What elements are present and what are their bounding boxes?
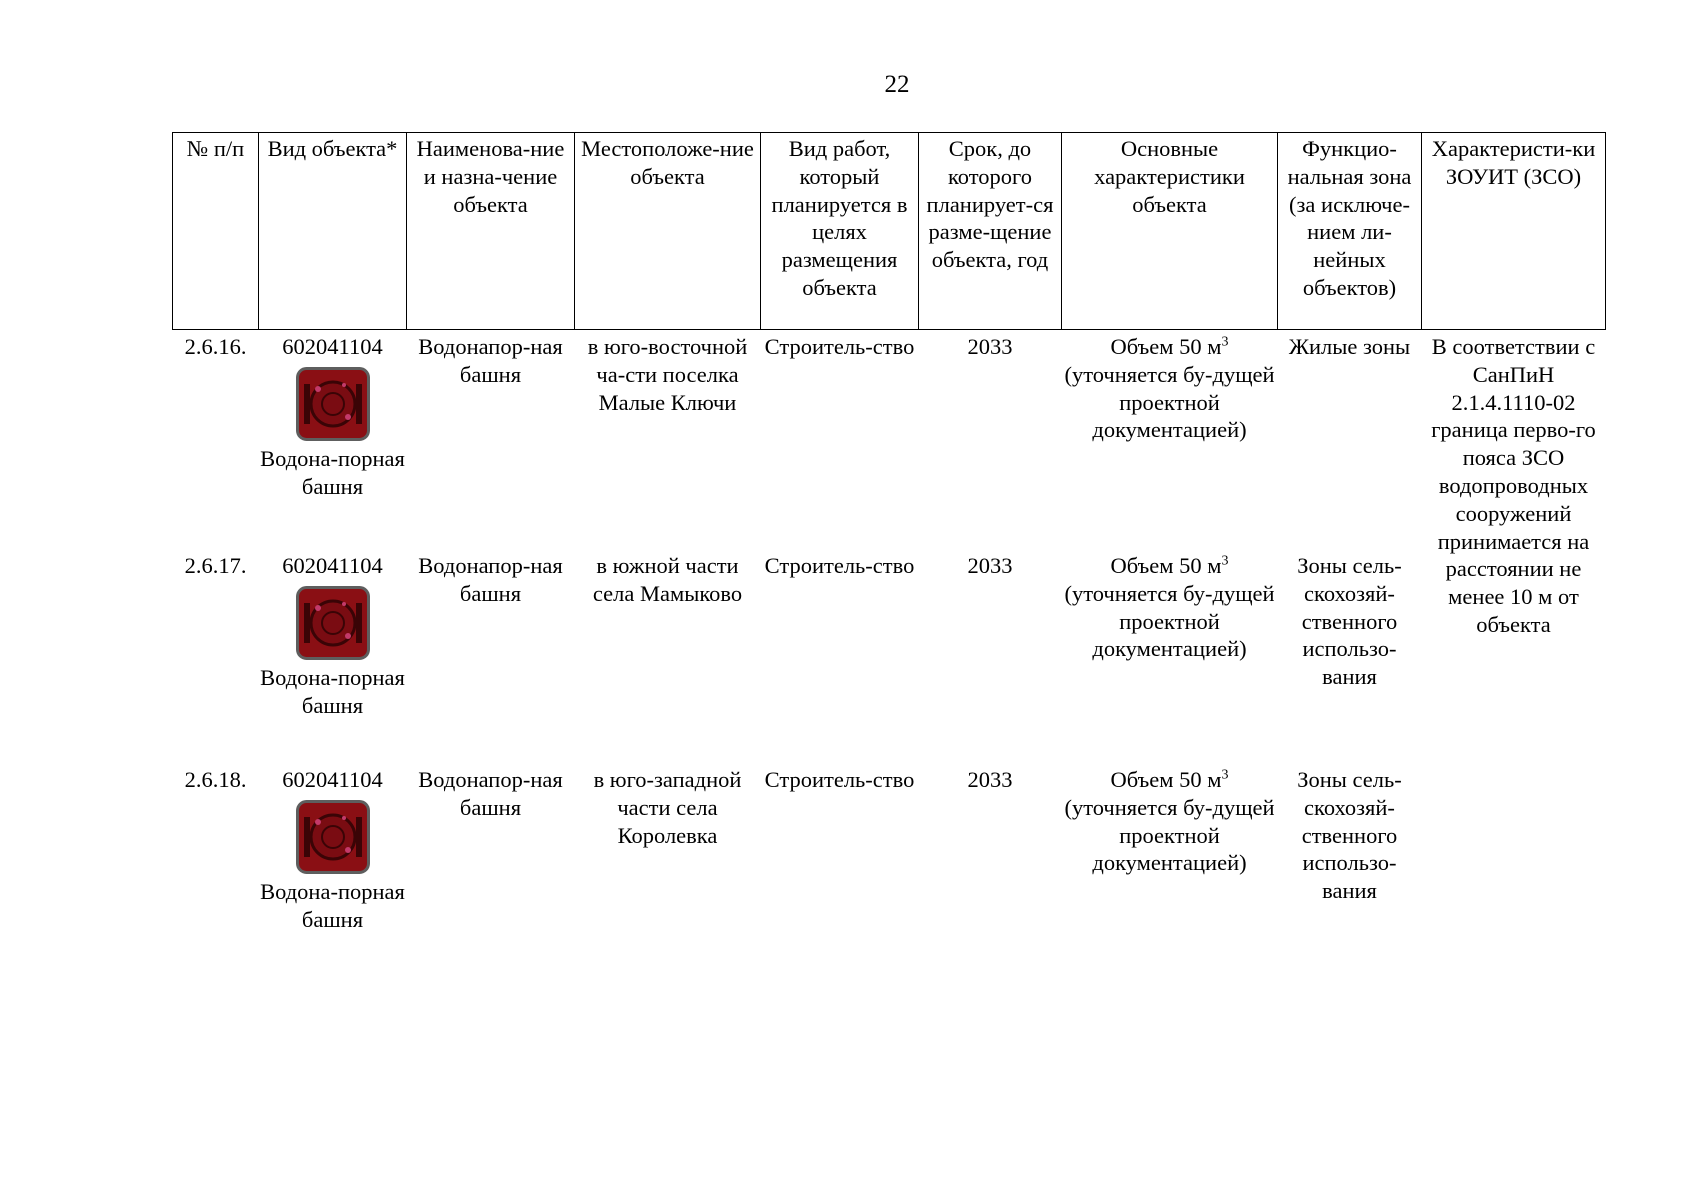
object-code: 602041104 xyxy=(282,767,383,792)
volume-text: Объем 50 м xyxy=(1110,553,1222,578)
header-characteristics: Основные характеристики объекта xyxy=(1062,133,1278,330)
object-location: в юго-западной части села Королевка xyxy=(593,767,742,848)
water-tower-icon xyxy=(296,367,370,441)
characteristics-cell xyxy=(1062,549,1278,763)
header-work-type: Вид работ, который планируется в целях размещения объекта xyxy=(761,133,919,330)
volume-superscript: 3 xyxy=(1221,767,1229,783)
table-row xyxy=(173,330,1606,550)
table-row xyxy=(173,763,1606,966)
object-type-label: Водона-порная башня xyxy=(260,445,405,499)
functional-zone: Зоны сель-скохозяй-ственного использо-вания xyxy=(1297,767,1402,904)
characteristics-note: (уточняется бу-дущей проектной документацией) xyxy=(1064,361,1275,443)
header-row xyxy=(173,133,1606,330)
row-number: 2.6.18. xyxy=(184,767,247,792)
deadline-year: 2033 xyxy=(967,767,1013,792)
volume-text: Объем 50 м xyxy=(1110,767,1222,792)
header-location: Местоположе-ние объекта xyxy=(575,133,761,330)
page-number: 22 xyxy=(884,71,910,98)
object-type-label: Водона-порная башня xyxy=(260,664,405,718)
header-functional-zone: Функцио-нальная зона (за исключе-нием ли-нейных объектов) xyxy=(1278,133,1422,330)
object-name: Водонапор-ная башня xyxy=(418,553,563,606)
row-number: 2.6.17. xyxy=(184,553,247,578)
characteristics-cell xyxy=(1062,330,1278,550)
water-tower-icon xyxy=(296,586,370,660)
characteristics-cell xyxy=(1062,763,1278,966)
object-type-cell xyxy=(259,763,407,966)
object-name: Водонапор-ная башня xyxy=(418,767,563,820)
header-num: № п/п xyxy=(173,133,259,330)
characteristics-note: (уточняется бу-дущей проектной документацией) xyxy=(1064,794,1275,876)
object-location: в юго-восточной ча-сти поселка Малые Ключи xyxy=(587,334,748,415)
object-location: в южной части села Мамыково xyxy=(592,553,743,606)
object-type-label: Водона-порная башня xyxy=(260,878,405,932)
volume-superscript: 3 xyxy=(1221,334,1229,350)
planned-objects-table xyxy=(172,132,1606,966)
header-object-type: Вид объекта* xyxy=(259,133,407,330)
volume-text: Объем 50 м xyxy=(1110,334,1222,359)
deadline-year: 2033 xyxy=(967,334,1013,359)
work-type: Строитель-ство xyxy=(764,767,915,792)
deadline-year: 2033 xyxy=(967,553,1013,578)
functional-zone: Жилые зоны xyxy=(1288,334,1411,359)
object-type-cell xyxy=(259,330,407,550)
object-code: 602041104 xyxy=(282,553,383,578)
object-name: Водонапор-ная башня xyxy=(418,334,563,387)
work-type: Строитель-ство xyxy=(764,553,915,578)
header-deadline: Срок, до которого планирует-ся разме-щение объекта, год xyxy=(919,133,1062,330)
header-name-purpose: Наименова-ние и назна-чение объекта xyxy=(407,133,575,330)
object-type-cell xyxy=(259,549,407,763)
zso-characteristics: В соответствии с СанПиН 2.1.4.1110-02 граница перво-го пояса ЗСО водопроводных сооружений принимается на расстоянии не менее 10 м от объекта xyxy=(1431,334,1596,637)
volume-superscript: 3 xyxy=(1221,553,1229,569)
characteristics-note: (уточняется бу-дущей проектной документацией) xyxy=(1064,580,1275,662)
object-code: 602041104 xyxy=(282,334,383,359)
table-header xyxy=(173,133,1606,330)
water-tower-icon xyxy=(296,800,370,874)
functional-zone: Зоны сель-скохозяй-ственного использо-вания xyxy=(1297,553,1402,690)
row-number: 2.6.16. xyxy=(184,334,247,359)
header-zouit: Характеристи-ки ЗОУИТ (ЗСО) xyxy=(1422,133,1606,330)
table-row xyxy=(173,549,1606,763)
work-type: Строитель-ство xyxy=(764,334,915,359)
